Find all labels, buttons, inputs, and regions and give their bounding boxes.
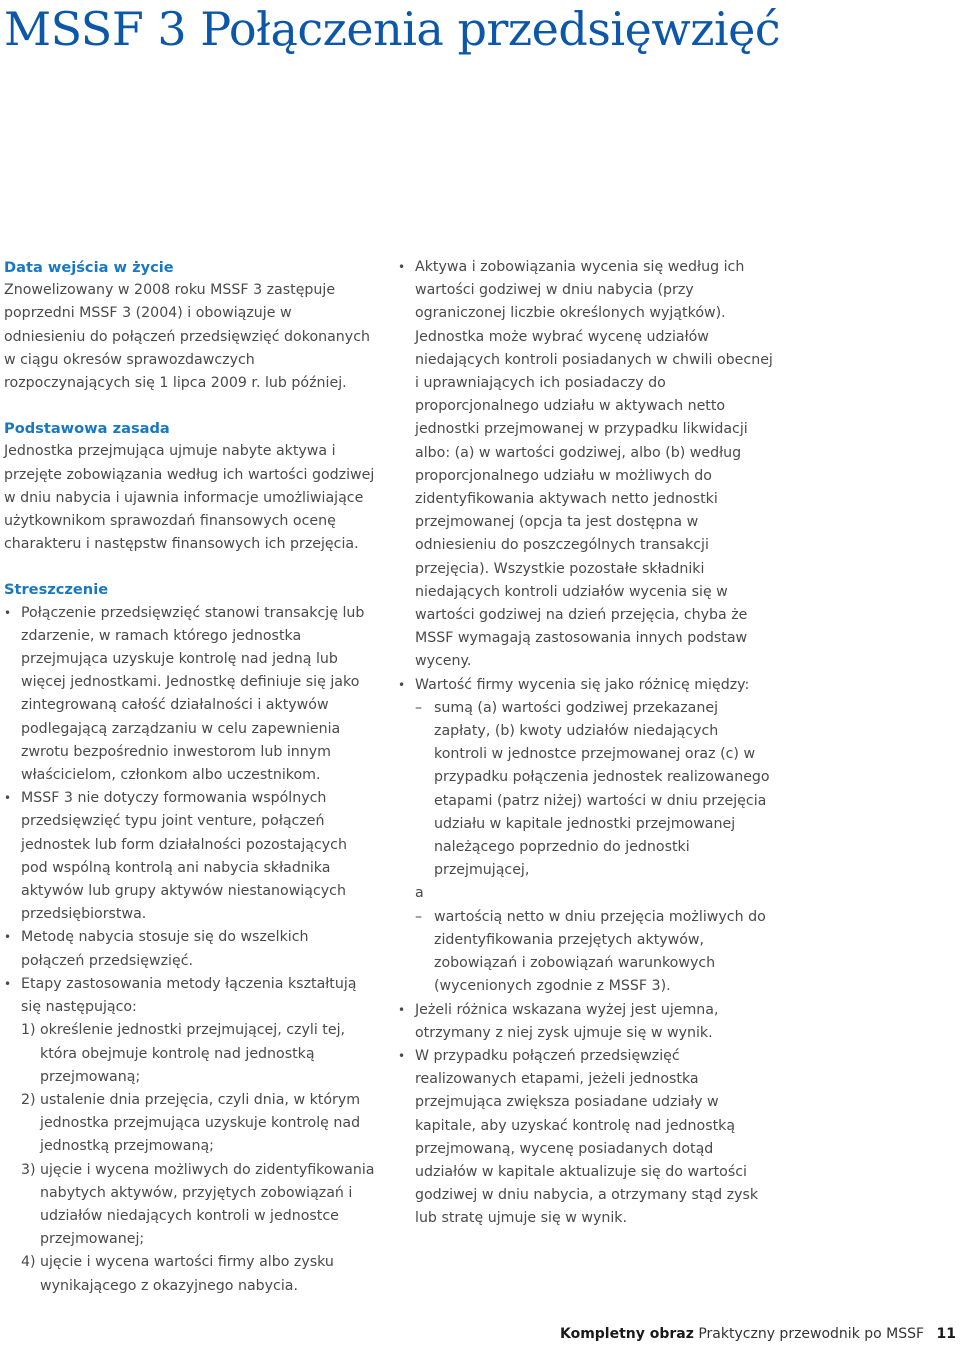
goodwill-dash-list: [415, 697, 774, 883]
step-number: 2): [21, 1091, 36, 1108]
effective-date-text: Znowelizowany w 2008 roku MSSF 3 zastępuje poprzedni MSSF 3 (2004) i obowiązuje w odniesieniu do połączeń przedsięwzięć dokonanych w ciągu okresów sprawozdawczych rozpoczynających się 1 lipca 2009 r. lub później.: [4, 282, 370, 392]
summary-bullet-steps: [4, 973, 376, 1298]
page-footer: [560, 1324, 956, 1344]
right-column: [398, 256, 774, 1231]
goodwill-intro: Wartość firmy wycenia się jako różnicę między:: [415, 676, 750, 693]
conjunction-text: a: [415, 885, 424, 902]
dash-item: – wartością netto w dniu przejęcia możliwych do zidentyfikowania przejętych aktywów, zobowiązań i zobowiązań warunkowych (wycenionych zgodnie z MSSF 3).: [415, 906, 774, 999]
step-text: ustalenie dnia przejęcia, czyli dnia, w którym jednostka przejmująca uzyskuje kontrolę nad jednostką przejmowaną;: [40, 1091, 361, 1155]
core-principle-heading: Podstawowa zasada: [4, 420, 170, 438]
step-number: 4): [21, 1254, 36, 1271]
steps-intro: Etapy zastosowania metody łączenia kształtują się następująco:: [21, 975, 357, 1016]
step-item: [21, 1251, 376, 1297]
summary-bullet: • Aktywa i zobowiązania wycenia się według ich wartości godziwej w dniu nabycia (przy ograniczonej liczbie określonych wyjątków). Jednostka może wybrać wycenę udziałów niedających kontroli posiadanych w chwili obecnej i uprawniających ich posiadaczy do proporcjonalnego udziału w aktywach netto jednostki przejmowanej w przypadku likwidacji albo: (a) w wartości godziwej, albo (b) według proporcjonalnego udziału w możliwych do zidentyfikowania aktywach netto jednostki przejmowanej (opcja ta jest dostępna w odniesieniu do poszczególnych transakcji przejęcia). Wszystkie pozostałe składniki niedających kontroli udziałów wycenia się w wartości godziwej na dzień przejęcia, chyba że MSSF wymagają zastosowania innych podstaw wyceny.: [398, 256, 774, 674]
footer-publication-bold: Kompletny obraz: [559, 1326, 694, 1342]
step-item: [21, 1019, 376, 1089]
summary-bullet: • Połączenie przedsięwzięć stanowi transakcję lub zdarzenie, w ramach którego jednostka przejmująca uzyskuje kontrolę nad jedną lub więcej jednostkami. Jednostkę definiuje się jako zintegrowaną całość działalności i aktywów podlegającą zarządzaniu w celu zapewnienia zwrotu bezpośrednio inwestorom lub innym właścicielom, członkom albo uczestnikom.: [4, 602, 376, 788]
summary-bullet-goodwill: [398, 674, 774, 999]
step-text: ujęcie i wycena możliwych do zidentyfikowania nabytych aktywów, przyjętych zobowiązań i udziałów niedających kontroli w jednostce przejmowanej;: [40, 1161, 375, 1248]
footer-publication-title: Praktyczny przewodnik po MSSF: [698, 1326, 925, 1342]
summary-bullet: • W przypadku połączeń przedsięwzięć realizowanych etapami, jeżeli jednostka przejmująca zwiększa posiadane udziały w kapitale, aby uzyskać kontrolę nad jednostką przejmowaną, wycenę posiadanych dotąd udziałów w kapitale aktualizuje się do wartości godziwej w dniu nabycia, a otrzymany stąd zysk lub stratę ujmuje się w wynik.: [398, 1045, 774, 1231]
summary-list-continued: [398, 256, 774, 1231]
step-number: 1): [21, 1022, 36, 1039]
step-text: określenie jednostki przejmującej, czyli tej, która obejmuje kontrolę nad jednostką przejmowaną;: [40, 1022, 346, 1085]
summary-bullet: • Jeżeli różnica wskazana wyżej jest ujemna, otrzymany z niej zysk ujmuje się w wynik.: [398, 999, 774, 1045]
step-item: [21, 1159, 376, 1252]
step-number: 3): [21, 1161, 36, 1178]
summary-list: [4, 602, 376, 1298]
page-number: 11: [936, 1326, 956, 1342]
summary-bullet: • MSSF 3 nie dotyczy formowania wspólnych przedsięwzięć typu joint venture, połączeń jednostek lub form działalności pozostających pod wspólną kontrolą ani nabycia składnika aktywów lub grupy aktywów niestanowiących przedsiębiorstwa.: [4, 787, 376, 926]
steps-list: [21, 1019, 376, 1297]
goodwill-dash-list: [415, 906, 774, 999]
core-principle-text: Jednostka przejmująca ujmuje nabyte aktywa i przejęte zobowiązania według ich wartości godziwej w dniu nabycia i ujawnia informacje umożliwiające użytkownikom sprawozdań finansowych ocenę charakteru i następstw finansowych ich przejęcia.: [4, 443, 375, 553]
summary-heading: Streszczenie: [4, 581, 109, 599]
left-column: [4, 256, 376, 1298]
step-text: ujęcie i wycena wartości firmy albo zysku wynikającego z okazyjnego nabycia.: [40, 1254, 334, 1294]
dash-item: – sumą (a) wartości godziwej przekazanej zapłaty, (b) kwoty udziałów niedających kontroli w jednostce przejmowanej oraz (c) w przypadku połączenia jednostek realizowanego etapami (patrz niżej) wartości w dniu przejęcia udziału w kapitale jednostki przejmowanej należącego poprzednio do jednostki przejmującej,: [415, 697, 774, 883]
summary-bullet: • Metodę nabycia stosuje się do wszelkich połączeń przedsięwzięć.: [4, 926, 376, 972]
step-item: [21, 1089, 376, 1159]
effective-date-heading: Data wejścia w życie: [4, 259, 174, 276]
page-title: MSSF 3 Połączenia przedsięwzięć: [4, 2, 781, 56]
